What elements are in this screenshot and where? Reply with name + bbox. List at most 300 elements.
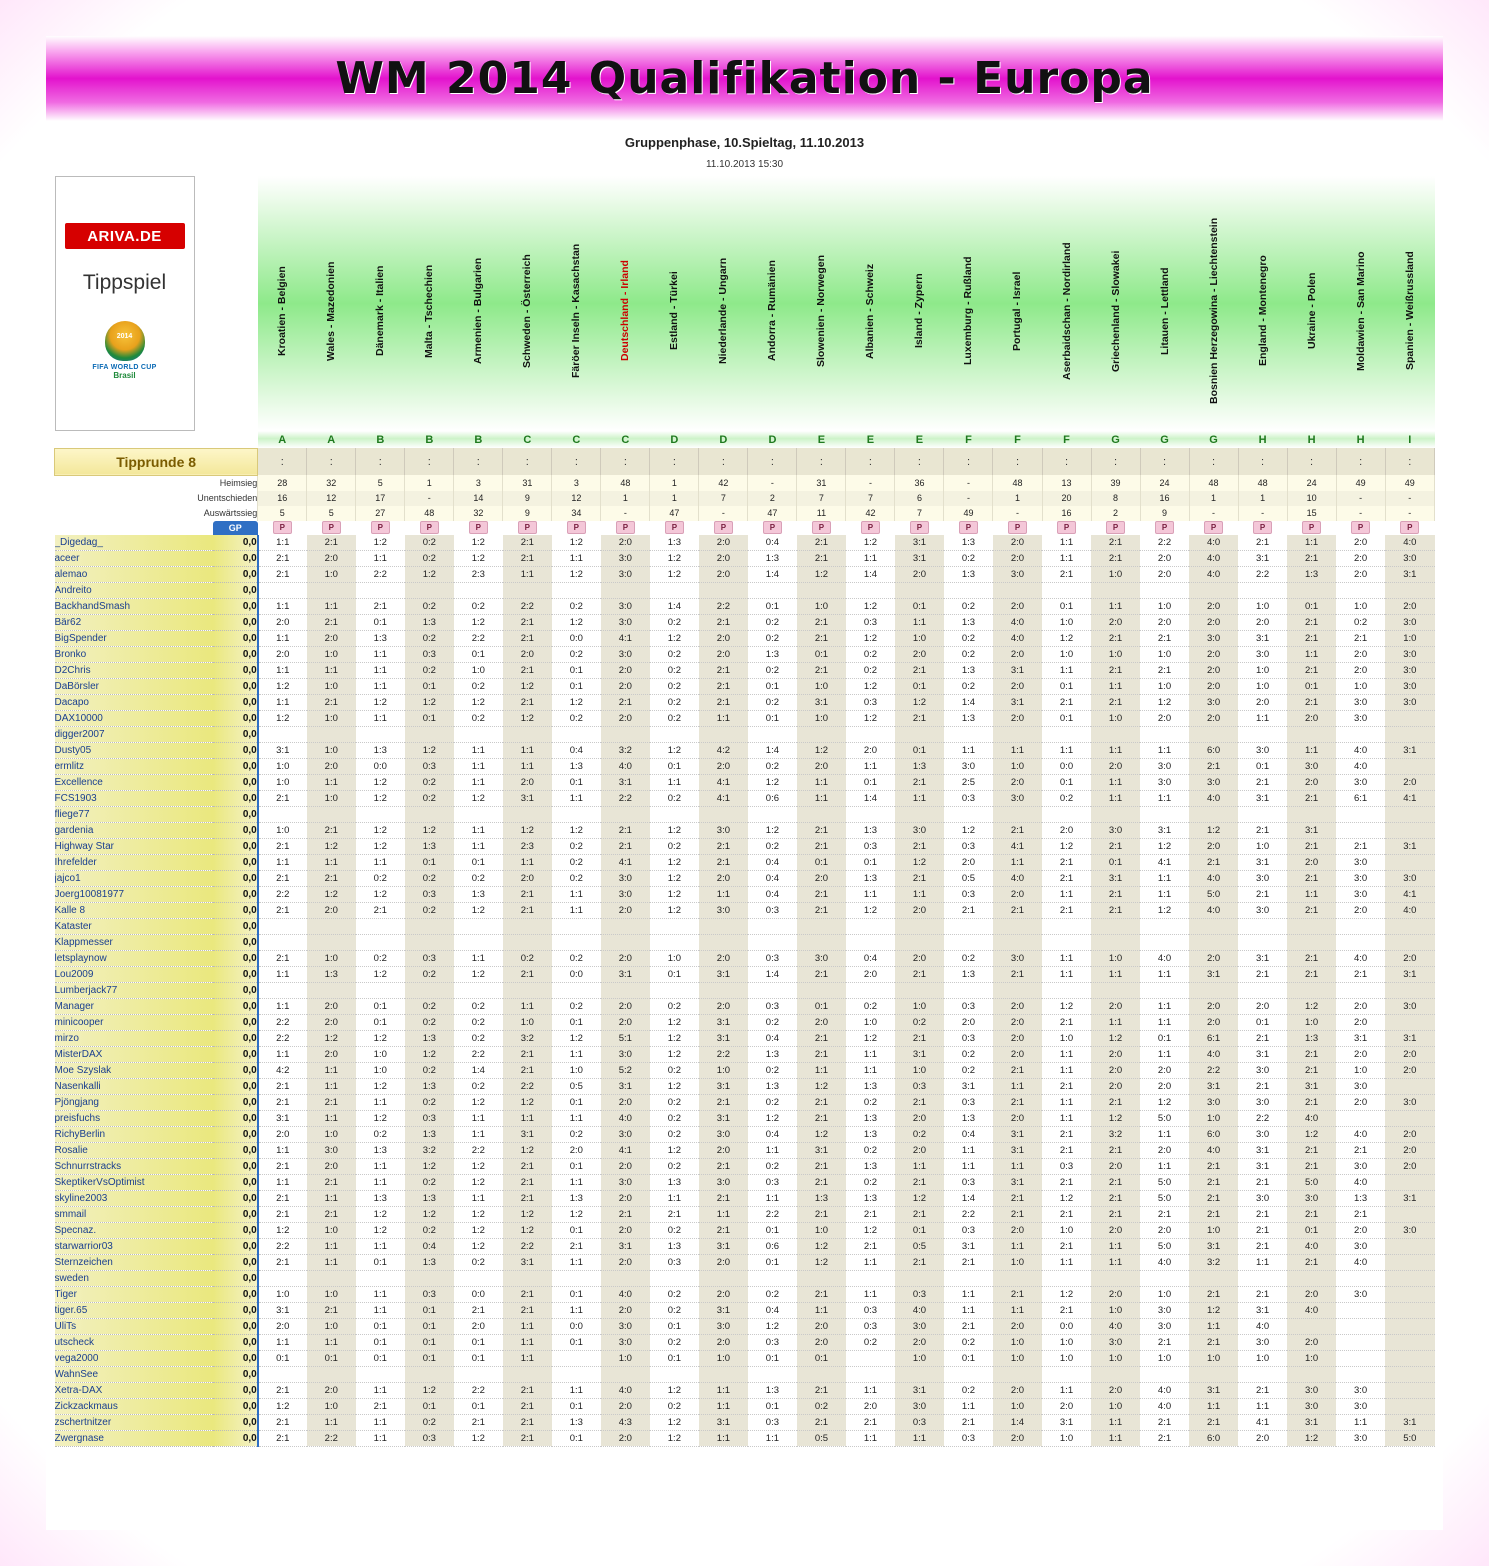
player-tip: 0:1 <box>1287 598 1336 614</box>
player-tip: 2:0 <box>993 1030 1042 1046</box>
player-name[interactable]: Highway Star <box>55 838 213 854</box>
player-tip: 1:0 <box>1238 598 1287 614</box>
player-tip: 3:1 <box>1238 550 1287 566</box>
stat-value: 8 <box>1091 491 1140 506</box>
player-tip <box>1287 1270 1336 1286</box>
player-tip: 2:0 <box>1189 1014 1238 1030</box>
player-tip: 1:2 <box>650 1046 699 1062</box>
player-tip: 2:2 <box>258 1030 307 1046</box>
player-tip: 0:2 <box>552 838 601 854</box>
player-tip: 0:3 <box>895 1286 944 1302</box>
player-tip: 0:2 <box>650 710 699 726</box>
player-tip: 1:2 <box>552 1030 601 1046</box>
result-input[interactable]: : <box>503 448 552 475</box>
player-name[interactable]: DAX10000 <box>55 710 213 726</box>
player-tip: 2:0 <box>601 710 650 726</box>
player-tip <box>846 1366 895 1382</box>
player-name[interactable]: Joerg10081977 <box>55 886 213 902</box>
player-tip: 2:0 <box>1336 998 1385 1014</box>
result-input[interactable]: : <box>307 448 356 475</box>
player-tip: 1:1 <box>1042 1254 1091 1270</box>
player-tip: 0:1 <box>1091 854 1140 870</box>
player-name[interactable]: letsplaynow <box>55 950 213 966</box>
stat-value: 28 <box>258 475 307 491</box>
player-tip: 2:0 <box>1140 1078 1189 1094</box>
player-name[interactable]: minicooper <box>55 1014 213 1030</box>
player-tip: 1:1 <box>846 550 895 566</box>
player-tip: 4:3 <box>601 1414 650 1430</box>
player-tip: 2:1 <box>797 614 846 630</box>
player-name[interactable]: Kalle 8 <box>55 902 213 918</box>
player-tip: 2:1 <box>797 1158 846 1174</box>
player-name[interactable]: utscheck <box>55 1334 213 1350</box>
match-name: Slowenien - Norwegen <box>815 255 828 368</box>
player-tip: 4:0 <box>1287 1110 1336 1126</box>
player-name[interactable]: Pjöngjang <box>55 1094 213 1110</box>
player-tip: 1:1 <box>1140 790 1189 806</box>
stat-label: Unentschieden <box>55 491 258 506</box>
stat-value: 34 <box>552 506 601 521</box>
player-tip: 1:1 <box>895 790 944 806</box>
player-tip: 1:0 <box>1140 678 1189 694</box>
player-tip <box>356 806 405 822</box>
player-tip: 2:1 <box>993 1206 1042 1222</box>
player-tip: 1:0 <box>650 950 699 966</box>
player-tip: 1:1 <box>552 1174 601 1190</box>
player-name[interactable]: MisterDAX <box>55 1046 213 1062</box>
player-tip: 1:0 <box>552 1062 601 1078</box>
player-tip: 1:1 <box>307 1110 356 1126</box>
player-tip: 2:1 <box>846 1414 895 1430</box>
player-name[interactable]: Andreito <box>55 582 213 598</box>
player-tip: 2:0 <box>1042 822 1091 838</box>
player-tip: 2:0 <box>1091 1158 1140 1174</box>
player-tip: 1:3 <box>552 1190 601 1206</box>
player-name[interactable]: preisfuchs <box>55 1110 213 1126</box>
player-tip: 1:1 <box>307 1414 356 1430</box>
player-tip: 3:0 <box>699 902 748 918</box>
player-tip: 2:0 <box>699 950 748 966</box>
player-tip: 1:1 <box>1091 678 1140 694</box>
match-header <box>797 176 846 431</box>
player-tip: 2:1 <box>1189 1158 1238 1174</box>
player-tip <box>258 918 307 934</box>
player-name[interactable]: Dusty05 <box>55 742 213 758</box>
player-tip: 2:0 <box>601 1398 650 1414</box>
player-tip: 2:1 <box>699 838 748 854</box>
player-name[interactable]: Sternzeichen <box>55 1254 213 1270</box>
player-name[interactable]: mirzo <box>55 1030 213 1046</box>
player-name[interactable]: gardenia <box>55 822 213 838</box>
result-input[interactable]: : <box>356 448 405 475</box>
player-gp: 0,0 <box>213 646 258 662</box>
result-input[interactable]: : <box>405 448 454 475</box>
player-name[interactable]: jajco1 <box>55 870 213 886</box>
player-name[interactable]: WahnSee <box>55 1366 213 1382</box>
player-name[interactable]: vega2000 <box>55 1350 213 1366</box>
player-tip: 2:1 <box>1287 662 1336 678</box>
player-tip: 1:2 <box>454 614 503 630</box>
player-tip: 1:2 <box>895 854 944 870</box>
player-tip: 3:0 <box>1336 870 1385 886</box>
player-tip: 0:2 <box>405 1414 454 1430</box>
player-name[interactable]: alemao <box>55 566 213 582</box>
player-tip: 4:1 <box>699 790 748 806</box>
player-tip: 3:0 <box>895 1398 944 1414</box>
player-tip: 0:3 <box>846 694 895 710</box>
player-tip: 1:1 <box>356 678 405 694</box>
player-tip: 1:2 <box>650 902 699 918</box>
player-name[interactable]: Kataster <box>55 918 213 934</box>
player-tip: 2:0 <box>944 1014 993 1030</box>
table-row <box>55 1222 1435 1238</box>
player-tip: 0:1 <box>650 966 699 982</box>
player-name[interactable]: Schnurrstracks <box>55 1158 213 1174</box>
player-tip: 2:1 <box>1189 1414 1238 1430</box>
player-tip: 3:0 <box>601 886 650 902</box>
player-tip: 1:1 <box>748 1142 797 1158</box>
result-input[interactable]: : <box>1189 448 1238 475</box>
player-tip: 2:0 <box>1189 710 1238 726</box>
player-tip: 1:0 <box>1140 1350 1189 1366</box>
player-tip <box>1385 1078 1434 1094</box>
player-tip: 1:1 <box>552 1254 601 1270</box>
player-tip: 1:4 <box>944 694 993 710</box>
player-tip: 2:0 <box>993 1222 1042 1238</box>
player-tip: 0:3 <box>405 1110 454 1126</box>
player-tip: 2:0 <box>601 1222 650 1238</box>
player-tip <box>1238 1270 1287 1286</box>
player-name[interactable]: tiger.65 <box>55 1302 213 1318</box>
points-badge: P <box>812 521 831 534</box>
player-tip: 1:1 <box>307 1254 356 1270</box>
player-tip: 0:0 <box>552 630 601 646</box>
player-name[interactable]: smmail <box>55 1206 213 1222</box>
match-name: Moldawien - San Marino <box>1354 251 1367 371</box>
result-input[interactable]: : <box>993 448 1042 475</box>
player-name[interactable]: zschertnitzer <box>55 1414 213 1430</box>
player-tip <box>601 918 650 934</box>
player-name[interactable]: BigSpender <box>55 630 213 646</box>
player-tip: 3:1 <box>699 1110 748 1126</box>
points-header <box>503 521 552 535</box>
player-tip: 0:2 <box>748 1094 797 1110</box>
player-tip: 1:0 <box>1091 950 1140 966</box>
player-tip <box>307 982 356 998</box>
player-tip: 1:0 <box>356 1062 405 1078</box>
player-name[interactable]: starwarrior03 <box>55 1238 213 1254</box>
stat-value: - <box>601 506 650 521</box>
player-tip: 0:3 <box>405 758 454 774</box>
player-name[interactable]: Tiger <box>55 1286 213 1302</box>
player-name[interactable]: Nasenkalli <box>55 1078 213 1094</box>
points-badge: P <box>420 521 439 534</box>
player-tip <box>846 726 895 742</box>
player-tip: 1:2 <box>1140 1094 1189 1110</box>
player-tip: 3:0 <box>601 870 650 886</box>
player-name[interactable]: Ihrefelder <box>55 854 213 870</box>
player-tip: 0:2 <box>650 694 699 710</box>
player-name[interactable]: Bär62 <box>55 614 213 630</box>
player-name[interactable]: fliege77 <box>55 806 213 822</box>
player-tip: 2:1 <box>503 535 552 551</box>
player-name[interactable]: Xetra-DAX <box>55 1382 213 1398</box>
result-input[interactable]: : <box>895 448 944 475</box>
player-tip: 0:1 <box>454 1350 503 1366</box>
player-tip: 1:2 <box>1140 694 1189 710</box>
stat-value: 27 <box>356 506 405 521</box>
player-name[interactable]: Dacapo <box>55 694 213 710</box>
player-tip <box>258 806 307 822</box>
result-input[interactable]: : <box>601 448 650 475</box>
player-tip: 3:0 <box>895 822 944 838</box>
player-gp: 0,0 <box>213 1126 258 1142</box>
player-tip: 0:1 <box>748 1222 797 1238</box>
player-name[interactable]: DaBörsler <box>55 678 213 694</box>
player-tip: 2:0 <box>1238 998 1287 1014</box>
points-header <box>1042 521 1091 535</box>
player-name[interactable]: _Digedag_ <box>55 535 213 551</box>
player-tip: 3:1 <box>1385 1190 1434 1206</box>
match-name: Spanien - Weißrussland <box>1403 251 1416 371</box>
stat-value: 3 <box>454 475 503 491</box>
player-tip <box>944 1366 993 1382</box>
player-tip: 3:1 <box>993 1174 1042 1190</box>
worldcup-logo-icon <box>79 311 171 389</box>
table-row <box>55 566 1435 582</box>
table-row <box>55 950 1435 966</box>
player-tip <box>1091 806 1140 822</box>
player-tip: 3:0 <box>699 1318 748 1334</box>
player-tip <box>1385 822 1434 838</box>
player-tip: 1:3 <box>1287 1030 1336 1046</box>
player-tip <box>258 726 307 742</box>
page-content <box>46 36 1443 1530</box>
player-tip: 3:0 <box>1336 886 1385 902</box>
player-tip: 2:1 <box>258 550 307 566</box>
player-tip: 1:3 <box>944 966 993 982</box>
player-tip <box>258 582 307 598</box>
result-input[interactable]: : <box>797 448 846 475</box>
player-tip: 2:1 <box>1287 1094 1336 1110</box>
player-tip: 1:0 <box>699 1062 748 1078</box>
player-tip: 2:1 <box>797 662 846 678</box>
points-header <box>1385 521 1434 535</box>
player-tip <box>405 1366 454 1382</box>
player-tip: 0:3 <box>944 790 993 806</box>
player-tip <box>1287 726 1336 742</box>
player-tip: 1:0 <box>1336 598 1385 614</box>
player-tip: 1:1 <box>307 1078 356 1094</box>
player-tip: 0:2 <box>405 1222 454 1238</box>
player-name[interactable]: Excellence <box>55 774 213 790</box>
player-tip: 1:3 <box>650 1174 699 1190</box>
player-tip <box>1385 1238 1434 1254</box>
player-tip: 2:1 <box>307 870 356 886</box>
player-name[interactable]: SkeptikerVsOptimist <box>55 1174 213 1190</box>
player-tip: 1:1 <box>307 1238 356 1254</box>
match-header <box>944 176 993 431</box>
player-gp: 0,0 <box>213 1254 258 1270</box>
player-tip: 1:4 <box>454 1062 503 1078</box>
match-group: H <box>1336 431 1385 448</box>
player-tip: 1:1 <box>356 1094 405 1110</box>
player-name[interactable]: Lou2009 <box>55 966 213 982</box>
player-tip: 1:3 <box>1336 1190 1385 1206</box>
table-row <box>55 1286 1435 1302</box>
player-tip: 3:2 <box>405 1142 454 1158</box>
player-tip: 2:1 <box>895 1174 944 1190</box>
result-input[interactable]: : <box>258 448 307 475</box>
player-tip: 1:3 <box>846 1158 895 1174</box>
player-name[interactable]: sweden <box>55 1270 213 1286</box>
player-tip <box>356 918 405 934</box>
stat-value: 7 <box>895 506 944 521</box>
player-tip: 2:1 <box>797 1382 846 1398</box>
player-tip: 2:0 <box>601 1430 650 1446</box>
player-tip: 4:2 <box>699 742 748 758</box>
player-tip: 1:1 <box>1042 950 1091 966</box>
player-tip: 0:4 <box>748 870 797 886</box>
player-tip: 3:0 <box>1287 1382 1336 1398</box>
result-input[interactable]: : <box>1287 448 1336 475</box>
player-tip: 2:0 <box>1091 1062 1140 1078</box>
stat-value: 48 <box>993 475 1042 491</box>
player-tip: 0:1 <box>405 854 454 870</box>
player-tip: 1:0 <box>1091 646 1140 662</box>
player-tip: 3:0 <box>993 790 1042 806</box>
player-name[interactable]: Zickzackmaus <box>55 1398 213 1414</box>
result-input[interactable]: : <box>846 448 895 475</box>
player-name[interactable]: Rosalie <box>55 1142 213 1158</box>
player-tip: 2:1 <box>797 1174 846 1190</box>
player-tip: 1:4 <box>748 966 797 982</box>
result-input[interactable]: : <box>1238 448 1287 475</box>
player-tip <box>1189 806 1238 822</box>
player-tip <box>1336 582 1385 598</box>
stat-row-draw <box>55 491 1435 506</box>
player-tip <box>1385 1382 1434 1398</box>
player-tip <box>1042 1366 1091 1382</box>
player-tip: 2:1 <box>503 1286 552 1302</box>
player-tip: 2:0 <box>993 1430 1042 1446</box>
player-tip: 1:1 <box>503 742 552 758</box>
player-tip: 0:2 <box>454 998 503 1014</box>
player-gp: 0,0 <box>213 1062 258 1078</box>
player-name[interactable]: D2Chris <box>55 662 213 678</box>
player-tip <box>1385 806 1434 822</box>
player-tip: 4:0 <box>601 1382 650 1398</box>
player-tip: 0:0 <box>356 758 405 774</box>
player-name[interactable]: Klappmesser <box>55 934 213 950</box>
player-tip: 2:0 <box>1140 1142 1189 1158</box>
result-input[interactable]: : <box>1385 448 1434 475</box>
player-name[interactable]: Manager <box>55 998 213 1014</box>
player-tip: 2:0 <box>797 1014 846 1030</box>
result-input[interactable]: : <box>944 448 993 475</box>
result-input[interactable]: : <box>748 448 797 475</box>
table-row <box>55 1046 1435 1062</box>
result-input[interactable]: : <box>1336 448 1385 475</box>
stat-value: - <box>1385 506 1434 521</box>
player-tip: 1:0 <box>258 774 307 790</box>
match-header <box>1238 176 1287 431</box>
player-tip: 3:0 <box>1385 1094 1434 1110</box>
stat-value: 39 <box>1091 475 1140 491</box>
player-name[interactable]: digger2007 <box>55 726 213 742</box>
result-input[interactable]: : <box>1091 448 1140 475</box>
result-input[interactable]: : <box>650 448 699 475</box>
match-group: F <box>1042 431 1091 448</box>
player-tip: 0:1 <box>895 598 944 614</box>
player-tip: 2:1 <box>1042 694 1091 710</box>
player-name[interactable]: BackhandSmash <box>55 598 213 614</box>
match-group: E <box>797 431 846 448</box>
player-tip: 0:3 <box>846 1318 895 1334</box>
player-tip: 2:1 <box>1140 1430 1189 1446</box>
points-badge: P <box>1057 521 1076 534</box>
player-name[interactable]: ermlitz <box>55 758 213 774</box>
player-tip <box>1091 934 1140 950</box>
player-tip: 2:0 <box>1140 566 1189 582</box>
player-tip <box>895 1366 944 1382</box>
player-name[interactable]: Bronko <box>55 646 213 662</box>
player-tip: 1:3 <box>552 758 601 774</box>
gp-row-spacer <box>55 521 213 535</box>
stat-value: 47 <box>748 506 797 521</box>
match-group: C <box>552 431 601 448</box>
player-name[interactable]: aceer <box>55 550 213 566</box>
player-tip: 1:0 <box>1042 1430 1091 1446</box>
player-tip: 2:1 <box>1336 1206 1385 1222</box>
player-tip <box>454 726 503 742</box>
player-tip: 2:1 <box>307 694 356 710</box>
player-name[interactable]: Lumberjack77 <box>55 982 213 998</box>
result-input[interactable]: : <box>552 448 601 475</box>
player-name[interactable]: Specnaz. <box>55 1222 213 1238</box>
player-name[interactable]: Moe Szyslak <box>55 1062 213 1078</box>
player-tip: 0:2 <box>454 870 503 886</box>
result-input[interactable]: : <box>454 448 503 475</box>
match-name: Kroatien - Belgien <box>276 266 289 356</box>
table-row <box>55 1126 1435 1142</box>
table-row <box>55 1254 1435 1270</box>
player-name[interactable]: Zwergnase <box>55 1430 213 1446</box>
player-tip: 1:0 <box>601 1350 650 1366</box>
player-name[interactable]: UliTs <box>55 1318 213 1334</box>
player-tip: 2:1 <box>1238 822 1287 838</box>
player-tip: 3:0 <box>601 1318 650 1334</box>
result-input[interactable]: : <box>1140 448 1189 475</box>
player-tip: 0:1 <box>454 1334 503 1350</box>
player-tip <box>1140 726 1189 742</box>
player-name[interactable]: skyline2003 <box>55 1190 213 1206</box>
player-tip: 2:1 <box>895 1206 944 1222</box>
player-tip <box>748 806 797 822</box>
player-tip: 1:1 <box>307 1190 356 1206</box>
player-tip: 3:0 <box>1189 774 1238 790</box>
result-input[interactable]: : <box>1042 448 1091 475</box>
player-tip <box>307 726 356 742</box>
player-name[interactable]: RichyBerlin <box>55 1126 213 1142</box>
table-row <box>55 982 1435 998</box>
player-tip: 2:1 <box>1287 694 1336 710</box>
player-tip: 1:2 <box>552 822 601 838</box>
player-name[interactable]: FCS1903 <box>55 790 213 806</box>
result-input[interactable]: : <box>699 448 748 475</box>
player-tip: 1:2 <box>356 1206 405 1222</box>
player-tip: 2:1 <box>503 1302 552 1318</box>
